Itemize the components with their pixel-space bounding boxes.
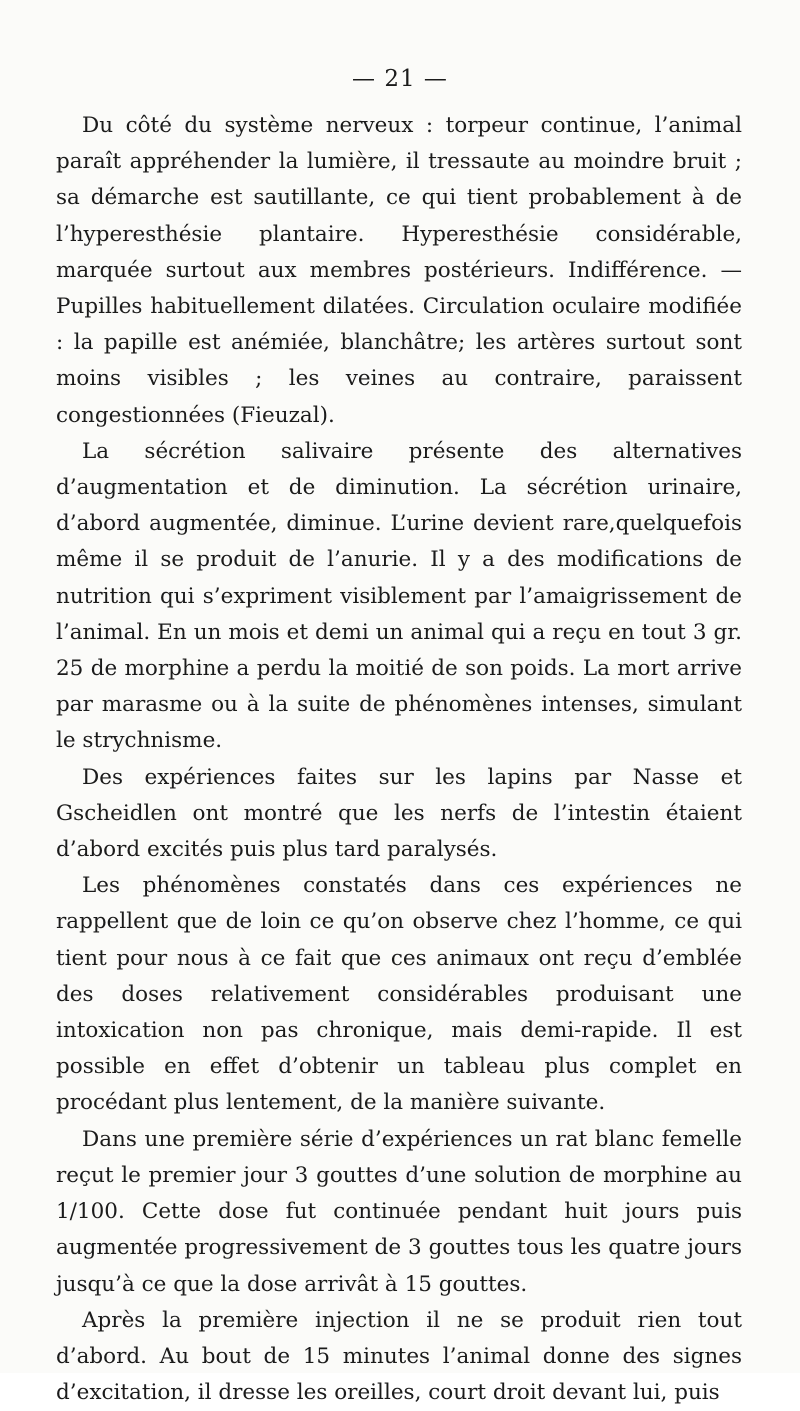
- paragraph-observations: Les phénomènes constatés dans ces expériences ne rappellent que de loin ce qu’on observe chez l’homme, ce qui tient pour nous à ce fait que ces animaux ont reçu d’emblée des doses relativement considérables produisant une intoxication non pas chronique, mais demi-rapide. Il est possible en effet d’obtenir un tableau plus complet en procédant plus lentement, de la manière suivante.: [56, 873, 742, 1116]
- paragraph-nervous-system: Du côté du système nerveux : torpeur continue, l’animal paraît appréhender la lumière, il tressaute au moindre bruit ; sa démarche est sautillante, ce qui tient probablement à de l’hyperesthésie plantaire. Hyperesthésie considérable, marquée surtout aux membres postérieurs. Indifférence. — Pupilles habituellement dilatées. Circulation oculaire modifiée : la papille est anémiée, blanchâtre; les artères surtout sont moins visibles ; les veines au contraire, paraissent congestionnées (Fieuzal).: [56, 113, 742, 428]
- page-number: — 21 —: [352, 66, 448, 92]
- paragraph-first-series: Dans une première série d’expériences un rat blanc femelle reçut le premier jour 3 gouttes d’une solution de morphine au 1/100. Cette dose fut continuée pendant huit jours puis augmentée progressivement de 3 gouttes tous les quatre jours jusqu’à ce que la dose arrivât à 15 gouttes.: [56, 1126, 742, 1297]
- paragraph-rabbit-experiments: Des expériences faites sur les lapins par Nasse et Gscheidlen ont montré que les nerfs de l’intestin étaient d’abord excités puis plus tard paralysés.: [56, 764, 742, 863]
- paragraph-first-injection: Après la première injection il ne se produit rien tout d’abord. Au bout de 15 minutes l’animal donne des signes d’excitation, il dresse les oreilles, court droit devant lui, puis: [56, 1307, 742, 1406]
- text-body: [56, 108, 742, 1411]
- paragraph-secretion: La sécrétion salivaire présente des alternatives d’augmentation et de diminution. La sécrétion urinaire, d’abord augmentée, diminue. L’urine devient rare,quelquefois même il se produit de l’anurie. Il y a des modifications de nutrition qui s’expriment visiblement par l’amaigrissement de l’animal. En un mois et demi un animal qui a reçu en tout 3 gr. 25 de morphine a perdu la moitié de son poids. La mort arrive par marasme ou à la suite de phénomènes intenses, simulant le strychnisme.: [56, 438, 742, 754]
